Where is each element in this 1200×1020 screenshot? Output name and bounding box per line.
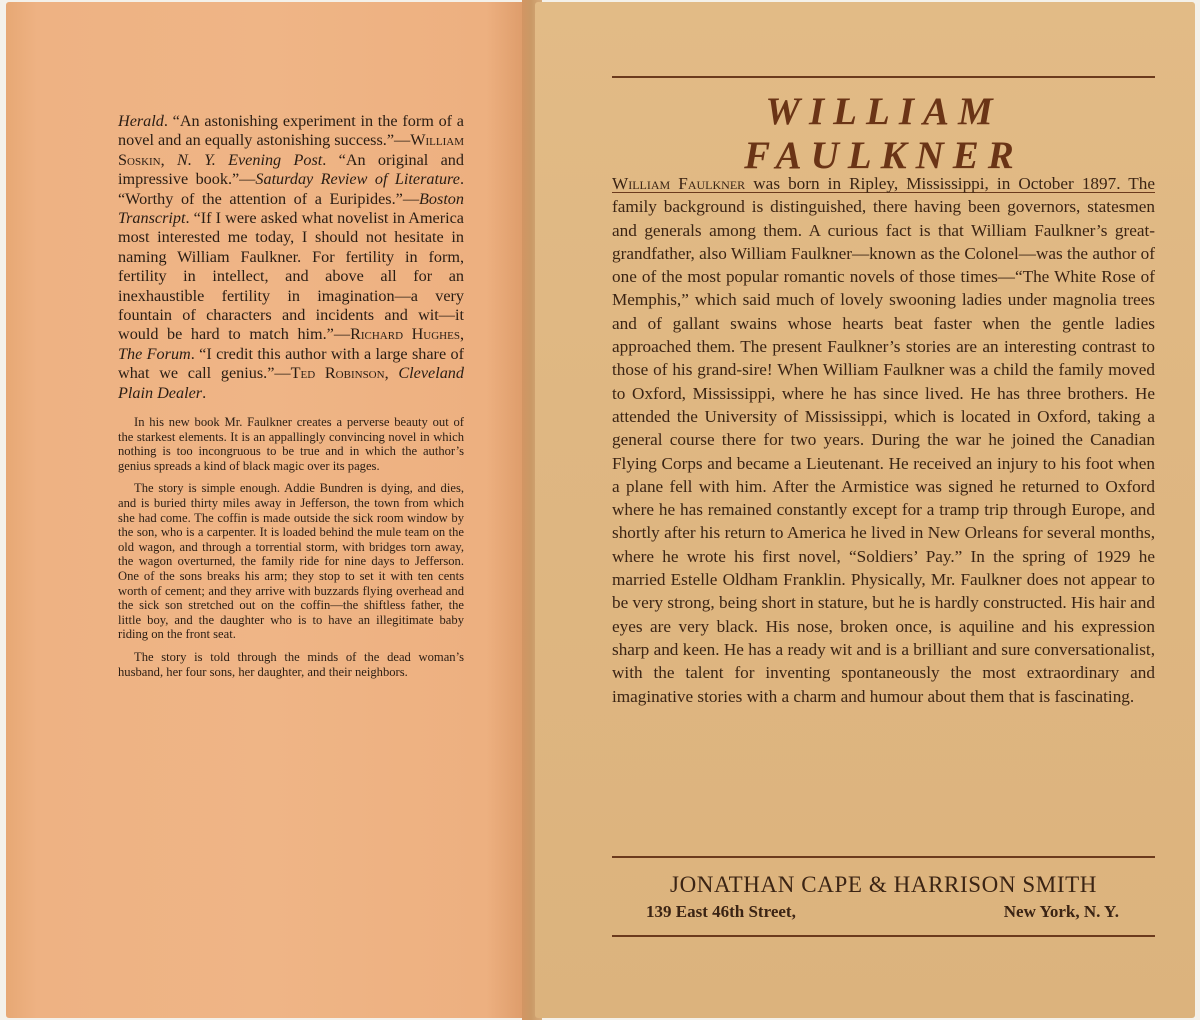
page-title: WILLIAM FAULKNER	[744, 90, 1023, 177]
publisher-address	[612, 901, 1155, 923]
publisher-street: 139 East 46th Street,	[646, 902, 796, 921]
summary-paragraph: The story is simple enough. Addie Bundren is dying, and dies, and is buried thirty miles away in Jefferson, the town from which she had come. The coffin is made outside the sick room window by the son, who is a carpenter. It is loaded behind the mule team on the old wagon, and through a torrential storm, with bridges torn away, the wagon overturned, the family ride for nine days to Jefferson. One of the sons breaks his arm; they stop to set it with ten cents worth of cement; and they arrive with buzzards flying overhead and the sick son stretched out on the coffin—the shiftless father, the little boy, and the daughter who is to have an illegitimate baby riding on the front seat.	[118, 481, 464, 642]
review-fragment: . “An astonishing experiment in the form of a novel and an equally astonishing success.”—	[118, 112, 464, 150]
review-fragment: Herald	[118, 112, 164, 130]
publication-name: Saturday Review of Literature	[255, 170, 460, 189]
publication-name: Boston Transcript	[118, 189, 464, 228]
review-fragment: ,	[459, 325, 464, 344]
review-quotes	[118, 112, 464, 403]
book-summary	[118, 415, 464, 679]
title-rule-top	[612, 76, 1155, 78]
publication-name: The Forum	[118, 344, 191, 363]
review-fragment: . “I credit this author with a large share of what we call genius.”—	[118, 344, 464, 383]
publisher-rule-top	[612, 856, 1155, 858]
review-fragment: ,	[384, 364, 399, 383]
author-biography	[612, 172, 1155, 708]
review-fragment: . “Worthy of the attention of a Euripides.”—	[118, 170, 464, 208]
left-page-text	[118, 112, 464, 679]
publication-name: Cleveland Plain Dealer	[118, 364, 464, 402]
review-fragment: . “An original and impressive book.”—	[118, 150, 464, 189]
reviewer-name: William Soskin	[118, 131, 464, 169]
summary-paragraph: The story is told through the minds of the dead woman’s husband, her four sons, her daughter, and their neighbors.	[118, 650, 464, 679]
reviewer-name: Richard Hughes	[350, 325, 460, 344]
publication-name: N. Y. Evening Post	[177, 150, 323, 169]
publisher-block	[612, 856, 1155, 937]
reviewer-name: Ted Robinson	[290, 364, 385, 383]
publisher-rule-bottom	[612, 935, 1155, 937]
bio-author-name: William Faulkner	[612, 174, 746, 193]
summary-paragraph: In his new book Mr. Faulkner creates a perverse beauty out of the starkest elements. It is an appallingly convincing novel in which nothing is too incongruous to be true and in which the author’s genius spreads a kind of black magic over its pages.	[118, 415, 464, 473]
publisher-city: New York, N. Y.	[1003, 902, 1119, 921]
review-fragment: .	[202, 383, 207, 402]
review-fragment: ,	[160, 150, 178, 169]
publisher-name: JONATHAN CAPE & HARRISON SMITH	[670, 872, 1097, 897]
bio-body: was born in Ripley, Mississippi, in October 1897. The family background is distinguished, there having been governors, statesmen and generals among them. A curious fact is that William Faulkner’s great-grandfather, also William Faulkner—known as the Colonel—was the author of one of the most popular romantic novels of those times—“The White Rose of Memphis,” which said much of lovely swooning ladies under magnolia trees and of gallant swains whose hearts beat faster when the gentle ladies approached them. The present Faulkner’s stories are an interesting contrast to those of his grand-sire! When William Faulkner was a child the family moved to Oxford, Mississippi, where he has since lived. He has three brothers. He attended the University of Mississippi, which is located in Oxford, taking a general course there for two years. During the war he joined the Canadian Flying Corps and became a Lieutenant. He received an injury to his foot when a plane fell with him. After the Armistice was signed he returned to Oxford where he has remained constantly except for a tramp trip through Europe, and shortly after his return to America he lived in New Orleans for several months, where he wrote his first novel, “Soldiers’ Pay.” In the spring of 1929 he married Estelle Oldham Franklin. Physically, Mr. Faulkner does not appear to be very strong, being short in stature, but he is hardly constructed. His hair and eyes are very black. His nose, broken once, is aquiline and his expression sharp and keen. He has a ready wit and is a brilliant and sure conversationalist, with the talent for inventing spontaneously the most extraordinary and imaginative stories with a charm and humour about them that is fascinating.	[612, 174, 1155, 706]
review-fragment: . “If I were asked what novelist in America most interested me today, I should not hesitate in naming William Faulkner. For fertility in form, fertility in intellect, and above all for an inexhaustible fertility in imagination—a very fountain of characters and incidents and wit—it would be hard to match him.”—	[118, 209, 464, 344]
